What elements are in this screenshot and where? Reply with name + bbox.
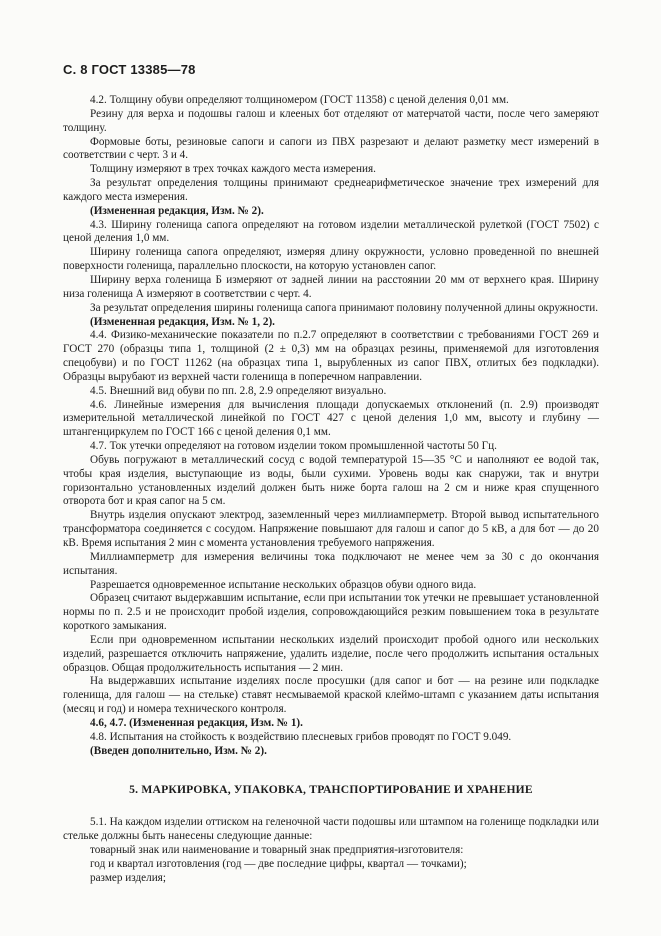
- paragraph: На выдержавших испытание изделиях после просушки (для сапог и бот — на резине или подкладке голенища, для галош — на стельке) ставят несмываемой краской клеймо-штамп с указанием даты испытания (месяц и год) и номера технического контроля.: [63, 675, 599, 716]
- paragraph: 5.1. На каждом изделии оттиском на геленочной части подошвы или штампом на голенище подкладки или стельке должны быть нанесены следующие данные:: [63, 816, 599, 843]
- paragraph: Внутрь изделия опускают электрод, заземленный через миллиамперметр. Второй вывод испытательного трансформатора соединяется с сосудом. Напряжение повышают для галош и сапог до 5 кВ, а для бот — до 20 кВ. Время испытания 2 мин с момента установления требуемого напряжения.: [63, 509, 599, 549]
- paragraph: год и квартал изготовления (год — две последние цифры, квартал — точками);: [90, 857, 467, 870]
- amendment-note: (Измененная редакция, Изм. № 1, 2).: [90, 315, 275, 328]
- paragraph: Ширину верха голенища Б измеряют от задней линии на расстоянии 20 мм от верхнего края. Ширину низа голенища А измеряют в соответствии с черт. 4.: [63, 273, 599, 300]
- paragraph: 4.8. Испытания на стойкость к воздействию плесневых грибов проводят по ГОСТ 9.049.: [90, 730, 512, 743]
- paragraph: Обувь погружают в металлический сосуд с водой температурой 15—35 °С и наполняют ее водой так, чтобы края изделия, выступающие из воды, были сухими. Уровень воды как снаружи, так и внутри горизонтально установленных изделий должен быть ниже борта галош на 2 см и ниже края спущенного отворота бот и края сапог на 5 см.: [63, 453, 599, 508]
- paragraph: Разрешается одновременное испытание нескольких образцов обуви одного вида.: [90, 578, 477, 591]
- paragraph: 4.5. Внешний вид обуви по пп. 2.8, 2.9 определяют визуально.: [90, 384, 387, 397]
- paragraph: Резину для верха и подошвы галош и клееных бот отделяют от матерчатой части, после чего замеряют толщину.: [63, 107, 599, 134]
- document-body: [63, 94, 599, 886]
- paragraph: За результат определения ширины голенища сапога принимают половину полученной длины окружности.: [90, 301, 599, 314]
- paragraph: Если при одновременном испытании нескольких изделий происходит пробой одного или нескольких изделий, разрешается отключить напряжение, удалить изделие, после чего продолжить испытания остальных образцов. Общая продолжительность испытания — 2 мин.: [63, 633, 599, 674]
- paragraph: 4.3. Ширину голенища сапога определяют на готовом изделии металлической рулеткой (ГОСТ 7502) с ценой деления 1,0 мм.: [63, 218, 599, 245]
- paragraph: Толщину измеряют в трех точках каждого места измерения.: [90, 163, 376, 176]
- paragraph: размер изделия;: [90, 871, 166, 884]
- paragraph: 4.6. Линейные измерения для вычисления площади допускаемых отклонений (п. 2.9) производят измерительной металлической линейкой по ГОСТ 427 с ценой деления 1,0 мм, высоту и глубину — штангенциркулем по ГОСТ 166 с ценой деления 0,1 мм.: [63, 398, 599, 439]
- paragraph: Миллиамперметр для измерения величины тока подключают не менее чем за 30 с до окончания испытания.: [63, 550, 599, 577]
- amendment-note: 4.6, 4.7. (Измененная редакция, Изм. № 1).: [90, 716, 303, 729]
- amendment-note: (Введен дополнительно, Изм. № 2).: [90, 744, 267, 757]
- paragraph: 4.4. Физико-механические показатели по п.2.7 определяют в соответствии с требованиями ГОСТ 269 и ГОСТ 270 (образцы типа 1, толщиной (2 ± 0,3) мм на образцах резины, применяемой для изготовления спецобуви) и по ГОСТ 11262 (на образцах типа 1, вырубленных из сапог ПВХ, отлитых без подкладки). Образцы вырубают из верхней части голенища в поперечном направлении.: [63, 329, 599, 383]
- section-title: 5. МАРКИРОВКА, УПАКОВКА, ТРАНСПОРТИРОВАНИЕ И ХРАНЕНИЕ: [129, 782, 533, 796]
- paragraph: 4.7. Ток утечки определяют на готовом изделии током промышленной частоты 50 Гц.: [90, 440, 497, 453]
- amendment-note: (Измененная редакция, Изм. № 2).: [90, 204, 264, 217]
- paragraph: товарный знак или наименование и товарный знак предприятия-изготовителя:: [90, 844, 464, 857]
- page-header: С. 8 ГОСТ 13385—78: [63, 62, 196, 77]
- paragraph: Образец считают выдержавшим испытание, если при испытании ток утечки не превышает установленной нормы по п. 2.5 и не происходит пробой изделия, сопровождающийся резким повышением тока в результате короткого замыкания.: [63, 592, 599, 633]
- paragraph: За результат определения толщины принимают среднеарифметическое значение трех измерений для каждого места измерения.: [63, 177, 599, 203]
- paragraph: 4.2. Толщину обуви определяют толщиномером (ГОСТ 11358) с ценой деления 0,01 мм.: [90, 94, 509, 106]
- paragraph: Формовые боты, резиновые сапоги и сапоги из ПВХ разрезают и делают разметку мест измерений в соответствии с черт. 3 и 4.: [63, 135, 599, 162]
- paragraph: Ширину голенища сапога определяют, измеряя длину окружности, условно проведенной по внешней поверхности голенища, параллельно плоскости, на которую установлен сапог.: [63, 246, 599, 273]
